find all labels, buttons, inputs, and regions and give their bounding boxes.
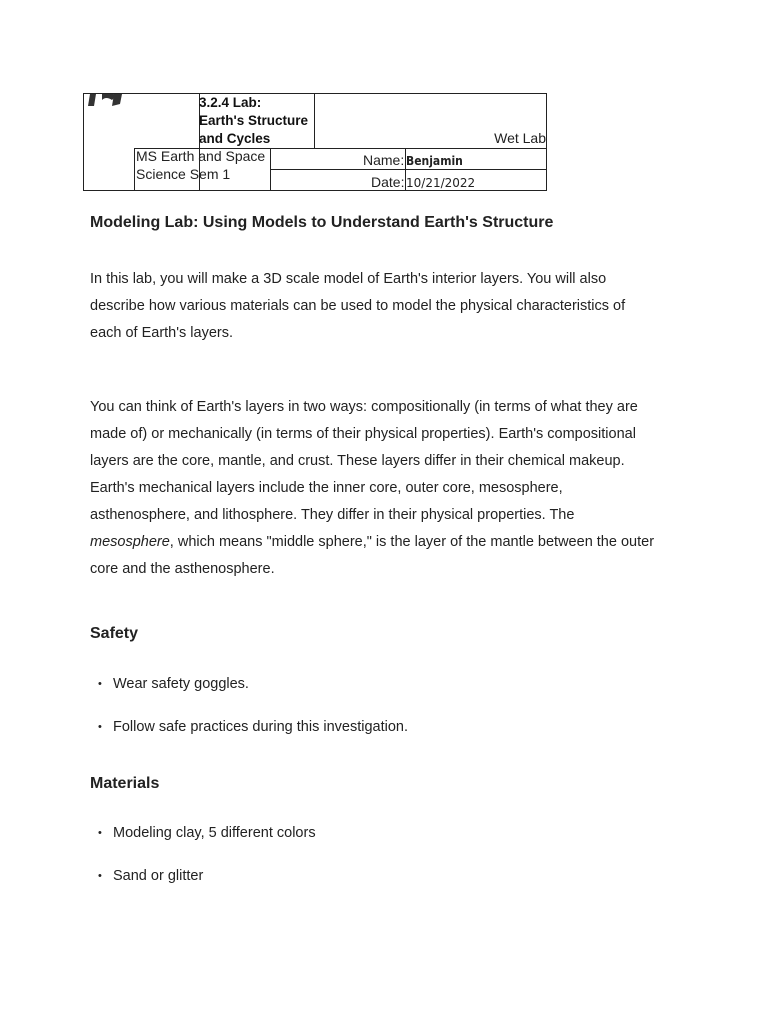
course-semester: Science Sem 1 — [136, 166, 231, 182]
mesosphere-definition: , which means "middle sphere," is the layer of the mantle between the outer — [169, 534, 655, 550]
course-name: MS Earth and Space — [136, 148, 266, 164]
list-item-text: Wear safety goggles. — [113, 676, 249, 692]
lab-type: Wet Lab — [494, 130, 546, 146]
name-field[interactable]: Benjamin — [406, 154, 463, 168]
mesosphere-term: mesosphere — [90, 534, 170, 550]
text-line: You can think of Earth's layers in two ways: compositionally (in terms of what they are — [90, 399, 638, 415]
list-item — [98, 825, 316, 841]
divider — [134, 148, 135, 191]
bullet-icon: • — [98, 721, 102, 733]
bullet-icon: • — [98, 870, 102, 882]
text-line: layers are the core, mantle, and crust. These layers differ in their chemical makeup. — [90, 453, 625, 469]
divider — [270, 169, 547, 170]
text-line: made of) or mechanically (in terms of their physical properties). Earth's compositional — [90, 426, 636, 442]
text-line: each of Earth's layers. — [90, 325, 234, 341]
text-line: Earth's mechanical layers include the inner core, outer core, mesosphere, — [90, 480, 563, 496]
date-label: Date: — [371, 174, 405, 190]
bullet-icon: • — [98, 678, 102, 690]
materials-heading: Materials — [90, 775, 160, 792]
date-field[interactable]: 10/21/2022 — [406, 176, 476, 190]
text-line: In this lab, you will make a 3D scale model of Earth's interior layers. You will also — [90, 271, 607, 287]
list-item-text: Modeling clay, 5 different colors — [113, 825, 316, 841]
page-title: Modeling Lab: Using Models to Understand Earth's Structure — [90, 214, 554, 231]
text-line — [90, 529, 690, 556]
name-label: Name: — [363, 152, 405, 168]
school-logo-icon — [88, 94, 124, 108]
list-item-text: Sand or glitter — [113, 868, 204, 884]
list-item — [98, 676, 249, 692]
text-line: describe how various materials can be used to model the physical characteristics of — [90, 298, 626, 314]
list-item — [98, 868, 203, 884]
safety-heading: Safety — [90, 625, 139, 642]
lab-title: 3.2.4 Lab: Earth's Structure and Cycles — [199, 95, 308, 146]
layers-paragraph — [90, 394, 690, 583]
text-line: core and the asthenosphere. — [90, 561, 275, 577]
text-line: asthenosphere, and lithosphere. They differ in their physical properties. The — [90, 507, 575, 523]
intro-paragraph — [90, 266, 690, 347]
list-item-text: Follow safe practices during this investigation. — [113, 719, 408, 735]
bullet-icon: • — [98, 827, 102, 839]
list-item — [98, 719, 408, 735]
